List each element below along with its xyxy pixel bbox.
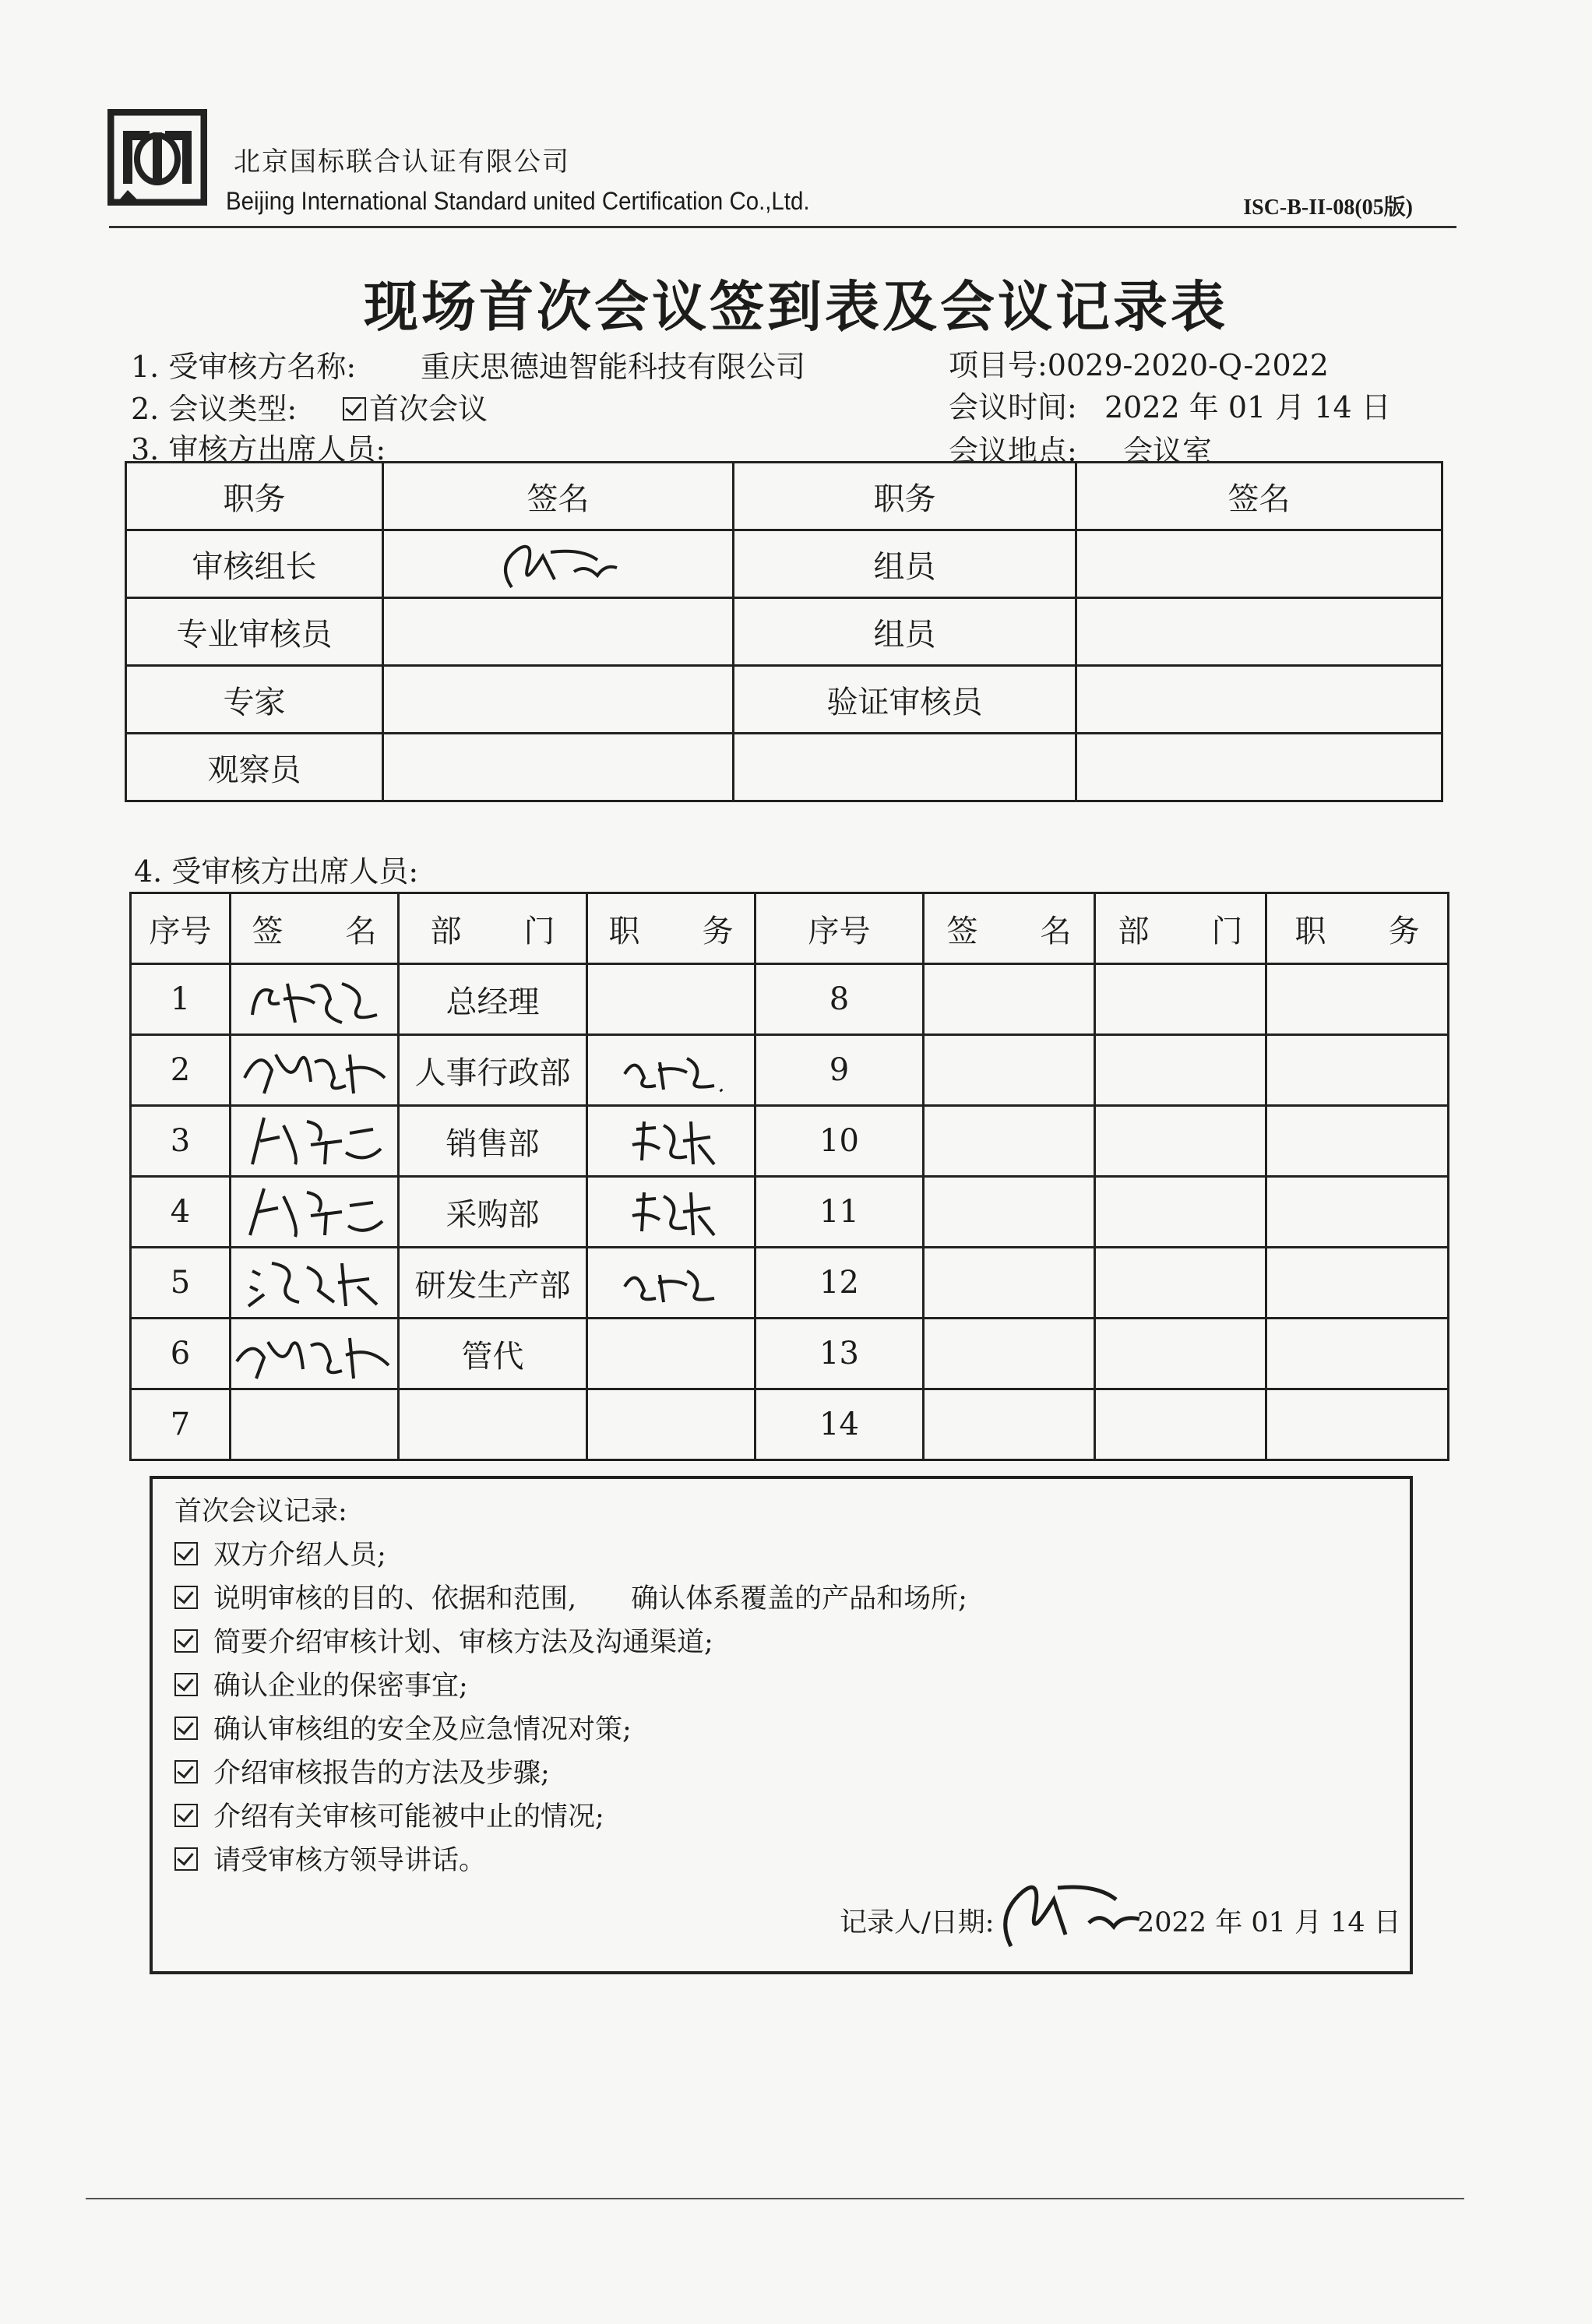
position-cell bbox=[587, 1177, 755, 1248]
department-cell: 人事行政部 bbox=[399, 1035, 587, 1106]
handwritten-position bbox=[613, 1255, 730, 1310]
role-cell: 观察员 bbox=[126, 734, 383, 801]
signature-cell bbox=[924, 1319, 1095, 1389]
header-divider bbox=[109, 226, 1456, 228]
checkbox-checked-icon bbox=[174, 1717, 198, 1740]
signature-cell bbox=[1076, 598, 1442, 666]
role-cell: 组员 bbox=[734, 530, 1076, 598]
auditee-attendees-table bbox=[129, 892, 1449, 1461]
signature-cell bbox=[231, 1177, 399, 1248]
header-department: 部 门 bbox=[399, 893, 587, 964]
handwritten-position bbox=[613, 1043, 730, 1097]
auditee-attendees-label: 4. 受审核方出席人员: bbox=[134, 854, 419, 889]
auditee-value: 重庆思德迪智能科技有限公司 bbox=[421, 350, 806, 384]
project-number: 项目号:0029-2020-Q-2022 bbox=[949, 348, 1329, 382]
meeting-place-label: 会议地点: bbox=[949, 434, 1077, 468]
meeting-time-label: 会议时间: bbox=[949, 390, 1077, 424]
signature-cell bbox=[383, 530, 734, 598]
row-number: 10 bbox=[755, 1106, 924, 1177]
department-cell bbox=[1095, 964, 1266, 1035]
role-cell: 验证审核员 bbox=[734, 666, 1076, 734]
auditee-label: 1. 受审核方名称: bbox=[131, 350, 357, 384]
signature-cell bbox=[383, 666, 734, 734]
company-name-cn: 北京国标联合认证有限公司 bbox=[234, 146, 570, 178]
record-item: 介绍审核报告的方法及步骤; bbox=[174, 1752, 550, 1791]
role-cell: 专家 bbox=[126, 666, 383, 734]
checkbox-checked-icon bbox=[174, 1847, 198, 1871]
department-cell: 研发生产部 bbox=[399, 1248, 587, 1319]
handwritten-signature bbox=[241, 1181, 389, 1243]
signature-cell bbox=[383, 734, 734, 801]
department-cell bbox=[1095, 1248, 1266, 1319]
header-role: 职务 bbox=[126, 463, 383, 530]
record-item: 确认企业的保密事宜; bbox=[174, 1664, 468, 1703]
signature-cell bbox=[231, 1389, 399, 1460]
department-cell: 销售部 bbox=[399, 1106, 587, 1177]
position-cell bbox=[587, 1035, 755, 1106]
recorder-label: 记录人/日期: bbox=[840, 1907, 995, 1938]
row-number: 1 bbox=[131, 964, 231, 1035]
header-signature: 签名 bbox=[383, 463, 734, 530]
position-cell bbox=[587, 964, 755, 1035]
role-cell: 审核组长 bbox=[126, 530, 383, 598]
row-number: 5 bbox=[131, 1248, 231, 1319]
checkbox-checked-icon bbox=[174, 1586, 198, 1609]
meeting-type-label: 2. 会议类型: bbox=[131, 392, 298, 426]
signature-cell bbox=[231, 1035, 399, 1106]
record-item: 确认审核组的安全及应急情况对策; bbox=[174, 1708, 632, 1747]
header-signature: 签名 bbox=[1076, 463, 1442, 530]
department-cell bbox=[399, 1389, 587, 1460]
position-cell bbox=[1266, 964, 1449, 1035]
meeting-time-value: 2022 年 01 月 14 日 bbox=[1104, 390, 1391, 424]
signature-cell bbox=[383, 598, 734, 666]
row-number: 3 bbox=[131, 1106, 231, 1177]
department-cell bbox=[1095, 1177, 1266, 1248]
position-cell bbox=[1266, 1248, 1449, 1319]
signature-cell bbox=[1076, 666, 1442, 734]
row-number: 12 bbox=[755, 1248, 924, 1319]
department-cell bbox=[1095, 1106, 1266, 1177]
signature-cell bbox=[924, 1389, 1095, 1460]
header-number: 序号 bbox=[755, 893, 924, 964]
position-cell bbox=[1266, 1106, 1449, 1177]
header-role: 职务 bbox=[734, 463, 1076, 530]
handwritten-signature bbox=[233, 1322, 396, 1385]
row-number: 4 bbox=[131, 1177, 231, 1248]
record-item: 说明审核的目的、依据和范围, 确认体系覆盖的产品和场所; bbox=[174, 1577, 967, 1616]
record-title: 首次会议记录: bbox=[174, 1496, 347, 1527]
handwritten-signature bbox=[237, 1039, 393, 1101]
position-cell bbox=[1266, 1177, 1449, 1248]
position-cell bbox=[587, 1389, 755, 1460]
handwritten-position bbox=[625, 1114, 718, 1168]
handwritten-signature bbox=[241, 1252, 389, 1314]
signature-cell bbox=[924, 964, 1095, 1035]
page-title: 现场首次会议签到表及会议记录表 bbox=[364, 275, 1228, 339]
signature-cell bbox=[924, 1035, 1095, 1106]
checkbox-checked-icon bbox=[174, 1673, 198, 1696]
audit-attendees-label: 3. 审核方出席人员: bbox=[131, 432, 386, 467]
handwritten-signature bbox=[241, 968, 389, 1030]
position-cell bbox=[1266, 1389, 1449, 1460]
position-cell bbox=[1266, 1319, 1449, 1389]
team-leader-signature bbox=[481, 533, 636, 595]
record-item: 介绍有关审核可能被中止的情况; bbox=[174, 1795, 604, 1834]
meeting-type-field bbox=[343, 385, 488, 428]
signature-cell bbox=[231, 1248, 399, 1319]
signature-cell bbox=[231, 1106, 399, 1177]
footer-divider bbox=[86, 2198, 1464, 2199]
row-number: 11 bbox=[755, 1177, 924, 1248]
position-cell bbox=[587, 1106, 755, 1177]
checkbox-checked-icon bbox=[174, 1804, 198, 1827]
header-position: 职 务 bbox=[587, 893, 755, 964]
record-item: 简要介绍审核计划、审核方法及沟通渠道; bbox=[174, 1621, 713, 1660]
header-position: 职 务 bbox=[1266, 893, 1449, 964]
row-number: 6 bbox=[131, 1319, 231, 1389]
department-cell: 管代 bbox=[399, 1319, 587, 1389]
company-name-en: Beijing International Standard united Certification Co.,Ltd. bbox=[226, 187, 810, 215]
signature-cell bbox=[1076, 530, 1442, 598]
checkbox-checked-icon bbox=[174, 1629, 198, 1653]
checkbox-checked-icon bbox=[174, 1542, 198, 1565]
role-cell: 专业审核员 bbox=[126, 598, 383, 666]
signature-cell bbox=[231, 1319, 399, 1389]
signature-cell bbox=[924, 1106, 1095, 1177]
document-code: ISC-B-II-08(05版) bbox=[1243, 195, 1413, 220]
recorder-date: 2022 年 01 月 14 日 bbox=[1137, 1907, 1401, 1938]
meeting-record-box bbox=[150, 1476, 1413, 1974]
department-cell bbox=[1095, 1319, 1266, 1389]
signature-cell bbox=[924, 1177, 1095, 1248]
recorder-signature bbox=[980, 1861, 1151, 1954]
position-cell bbox=[1266, 1035, 1449, 1106]
row-number: 9 bbox=[755, 1035, 924, 1106]
meeting-type-value: 首次会议 bbox=[369, 392, 488, 426]
header-signature: 签 名 bbox=[231, 893, 399, 964]
signature-cell bbox=[231, 964, 399, 1035]
row-number: 2 bbox=[131, 1035, 231, 1106]
role-cell bbox=[734, 734, 1076, 801]
record-item: 双方介绍人员; bbox=[174, 1533, 386, 1572]
header-signature: 签 名 bbox=[924, 893, 1095, 964]
meeting-place-value: 会议室 bbox=[1123, 434, 1213, 468]
handwritten-position bbox=[625, 1185, 718, 1239]
row-number: 13 bbox=[755, 1319, 924, 1389]
checkbox-checked-icon bbox=[343, 397, 366, 421]
row-number: 8 bbox=[755, 964, 924, 1035]
row-number: 7 bbox=[131, 1389, 231, 1460]
position-cell bbox=[587, 1319, 755, 1389]
checkbox-checked-icon bbox=[174, 1760, 198, 1783]
audit-team-table bbox=[125, 461, 1443, 802]
department-cell: 采购部 bbox=[399, 1177, 587, 1248]
signature-cell bbox=[1076, 734, 1442, 801]
header-number: 序号 bbox=[131, 893, 231, 964]
department-cell bbox=[1095, 1389, 1266, 1460]
company-logo bbox=[107, 109, 207, 206]
row-number: 14 bbox=[755, 1389, 924, 1460]
record-item: 请受审核方领导讲话。 bbox=[174, 1839, 486, 1878]
handwritten-signature bbox=[241, 1110, 389, 1172]
department-cell: 总经理 bbox=[399, 964, 587, 1035]
position-cell bbox=[587, 1248, 755, 1319]
department-cell bbox=[1095, 1035, 1266, 1106]
role-cell: 组员 bbox=[734, 598, 1076, 666]
header-department: 部 门 bbox=[1095, 893, 1266, 964]
signature-cell bbox=[924, 1248, 1095, 1319]
